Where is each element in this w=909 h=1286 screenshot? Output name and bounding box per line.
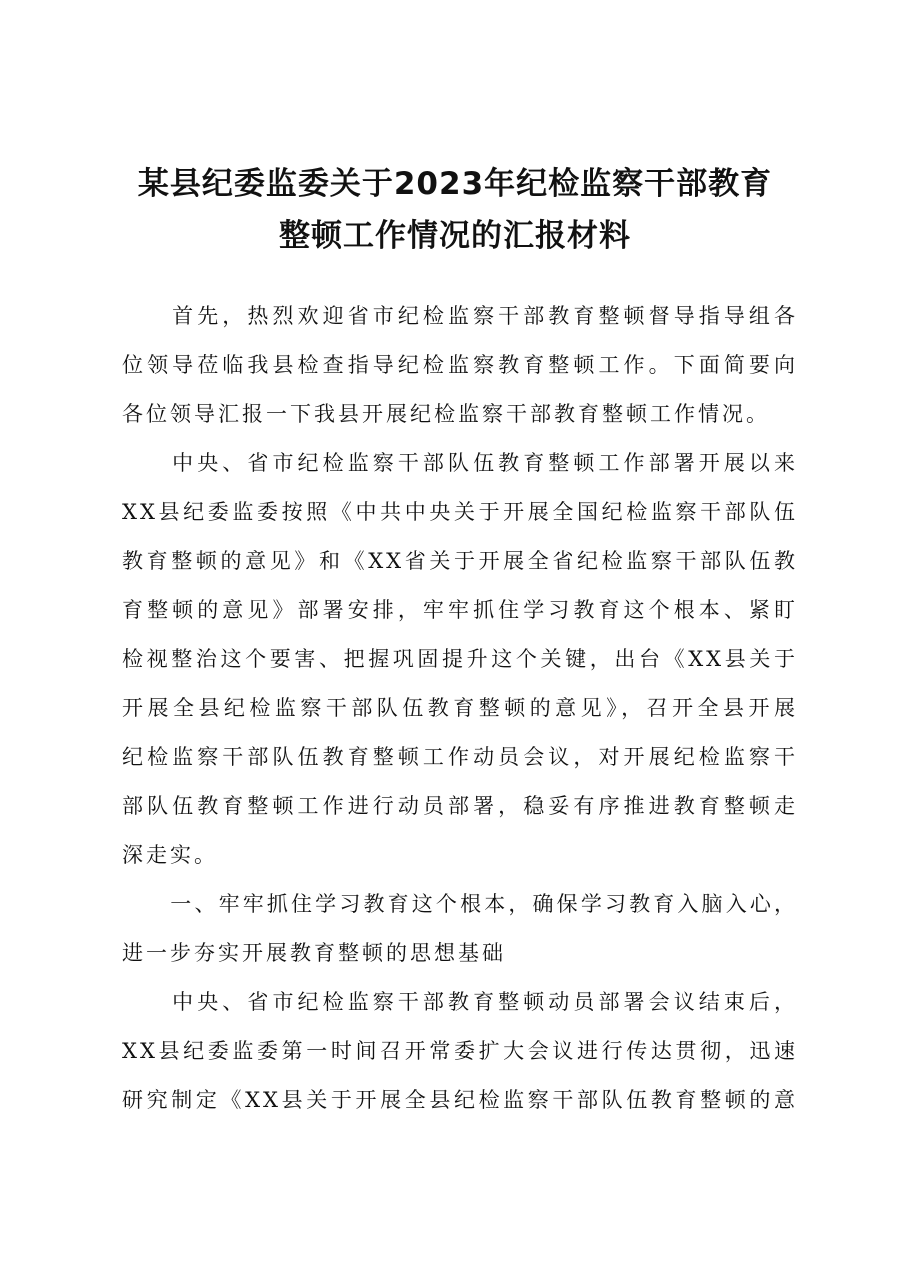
- body-line: 位领导莅临我县检查指导纪检监察教育整顿工作。下面简要向: [122, 353, 798, 377]
- body-line: 首先，热烈欢迎省市纪检监察干部教育整顿督导指导组各: [122, 304, 798, 328]
- body-line: 研究制定《XX县关于开展全县纪检监察干部队伍教育整顿的意: [122, 1088, 798, 1112]
- section-heading-line: 进一步夯实开展教育整顿的思想基础: [122, 941, 506, 965]
- body-line: 部队伍教育整顿工作进行动员部署，稳妥有序推进教育整顿走: [122, 794, 798, 818]
- body-line: 中央、省市纪检监察干部队伍教育整顿工作部署开展以来: [122, 451, 798, 475]
- body-line: 开展全县纪检监察干部队伍教育整顿的意见》，召开全县开展: [122, 696, 798, 720]
- body-line: 检视整治这个要害、把握巩固提升这个关键，出台《XX县关于: [122, 647, 798, 671]
- body-line: XX县纪委监委第一时间召开常委扩大会议进行传达贯彻，迅速: [122, 1039, 798, 1063]
- document-title-line-2: 整顿工作情况的汇报材料: [279, 218, 631, 254]
- document-title-line-1: 某县纪委监委关于2023年纪检监察干部教育: [137, 166, 773, 202]
- body-line: XX县纪委监委按照《中共中央关于开展全国纪检监察干部队伍: [122, 500, 798, 524]
- body-line: 中央、省市纪检监察干部教育整顿动员部署会议结束后，: [122, 990, 798, 1014]
- body-line: 深走实。: [122, 843, 218, 867]
- body-line: 育整顿的意见》部署安排，牢牢抓住学习教育这个根本、紧盯: [122, 598, 798, 622]
- section-heading-line: 一、牢牢抓住学习教育这个根本，确保学习教育入脑入心，: [122, 892, 798, 916]
- body-line: 各位领导汇报一下我县开展纪检监察干部教育整顿工作情况。: [122, 402, 770, 426]
- body-line: 教育整顿的意见》和《XX省关于开展全省纪检监察干部队伍教: [122, 549, 798, 573]
- body-line: 纪检监察干部队伍教育整顿工作动员会议，对开展纪检监察干: [122, 745, 798, 769]
